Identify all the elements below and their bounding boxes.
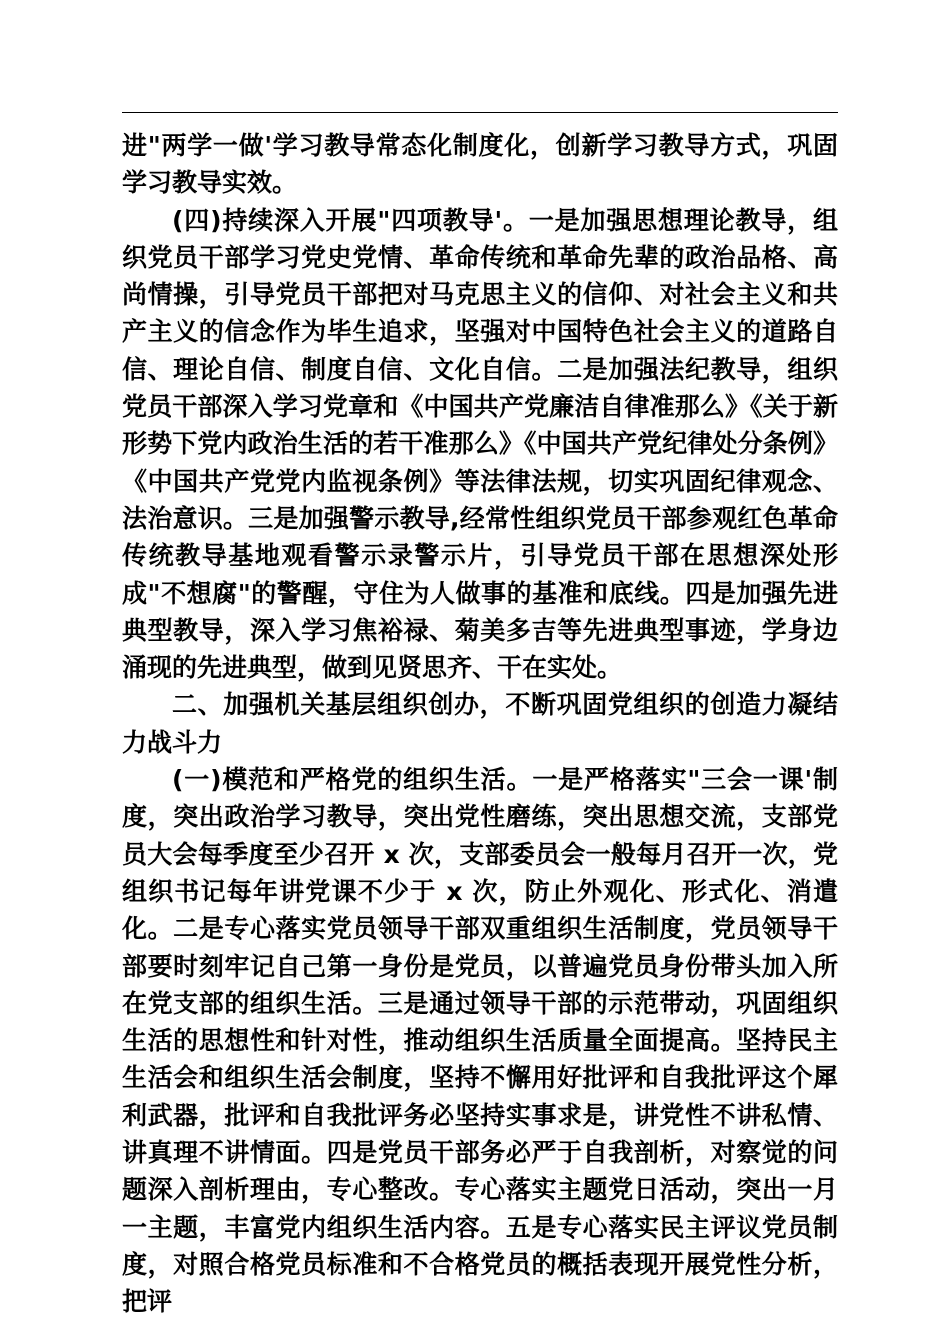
document-body [122,127,838,1321]
paragraph-organization-life: (一)模范和严格党的组织生活。一是严格落实"三会一课'制度，突出政治学习教导，突出党性磨练，突出思想交流，支部党员大会每季度至少召开 x 次，支部委员会一般每月召开一次，党组织书记每年讲党课不少于 x 次，防止外观化、形式化、消遣化。二是专心落实党员领导干部双重组织生活制度，党员领导干部要时刻牢记自己第一身份是党员，以普遍党员身份带头加入所在党支部的组织生活。三是通过领导干部的示范带动，巩固组织生活的思想性和针对性，推动组织生活质量全面提高。坚持民主生活会和组织生活会制度，坚持不懈用好批评和自我批评这个犀利武器，批评和自我批评务必坚持实事求是，讲党性不讲私情、讲真理不讲情面。四是党员干部务必严于自我剖析，对察觉的问题深入剖析理由，专心整改。专心落实主题党日活动，突出一月一主题，丰富党内组织生活内容。五是专心落实民主评议党员制度，对照合格党员标准和不合格党员的概括表现开展党性分析，把评 [122,765,838,1317]
paragraph-continuation: 进"两学一做'学习教导常态化制度化，创新学习教导方式，巩固学习教导实效。 [122,131,838,198]
header-rule [122,112,838,113]
paragraph-four-educations: (四)持续深入开展"四项教导'。一是加强思想理论教导，组织党员干部学习党史党情、革命传统和革命先辈的政治品格、高尚情操，引导党员干部把对马克思主义的信仰、对社会主义和共产主义的信念作为毕生追求，坚强对中国特色社会主义的道路自信、理论自信、制度自信、文化自信。二是加强法纪教导，组织党员干部深入学习党章和《中国共产党廉洁自律准那么》《关于新形势下党内政治生活的若干准那么》《中国共产党纪律处分条例》《中国共产党党内监视条例》等法律法规，切实巩固纪律观念、法治意识。三是加强警示教导,经常性组织党员干部参观红色革命传统教导基地观看警示录警示片，引导党员干部在思想深处形成"不想腐"的警醒，守住为人做事的基准和底线。四是加强先进典型教导，深入学习焦裕禄、菊美多吉等先进典型事迹，学身边涌现的先进典型，做到见贤思齐、干在实处。 [122,205,838,683]
section-heading-two: 二、加强机关基层组织创办，不断巩固党组织的创造力凝结力战斗力 [122,690,838,757]
